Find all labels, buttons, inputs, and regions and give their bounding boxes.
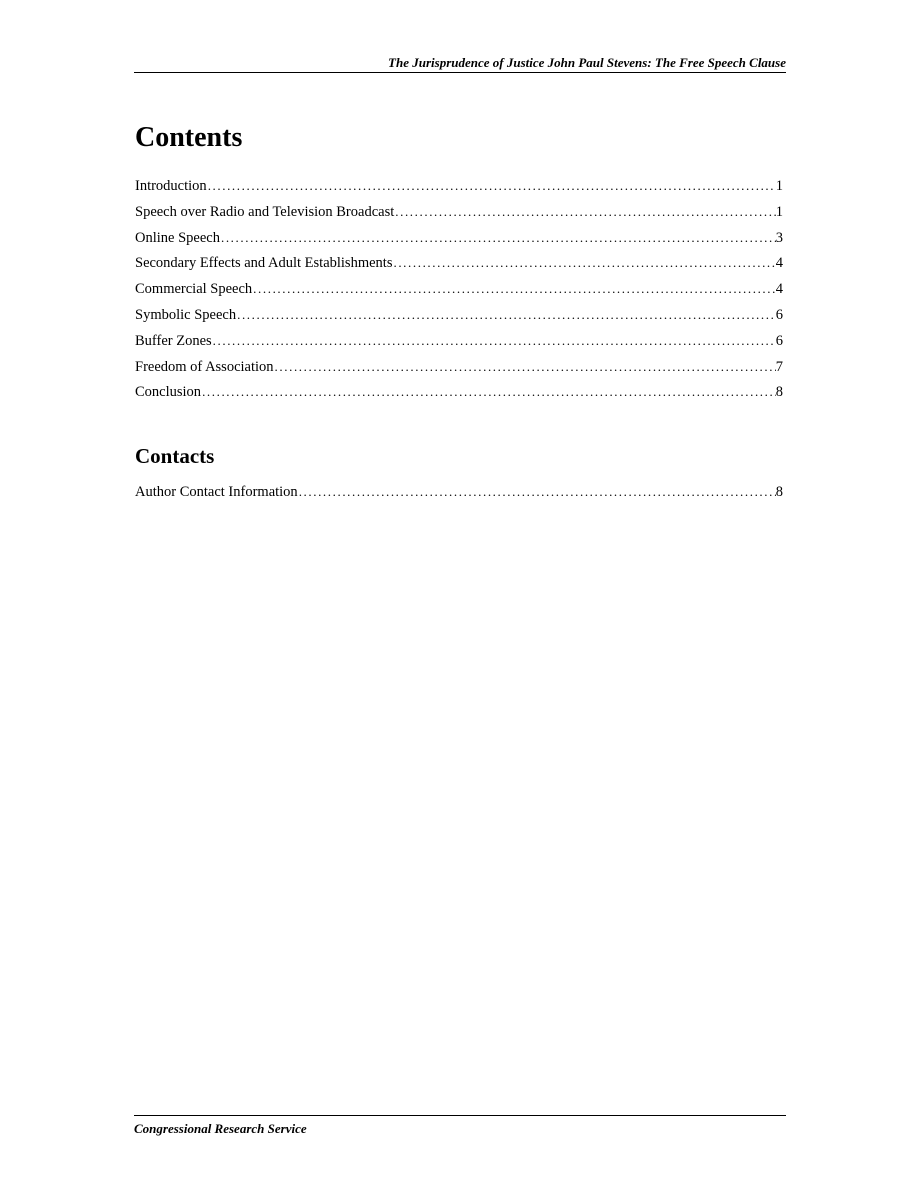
dot-leader: [207, 175, 776, 197]
contents-heading: Contents: [135, 122, 243, 153]
toc-entry-title: Online Speech: [135, 229, 220, 246]
toc-entry-page: 4: [775, 255, 783, 272]
toc-entry-page: 8: [775, 484, 783, 500]
toc-entry-commercial-speech[interactable]: [135, 278, 783, 304]
toc-entry-page: 1: [775, 203, 783, 220]
toc-entry-title: Conclusion: [135, 384, 202, 401]
toc-entry-author-contact-information[interactable]: [135, 481, 783, 507]
dot-leader: [220, 227, 776, 249]
toc-entry-page: 4: [775, 281, 783, 298]
running-header: [134, 54, 786, 73]
toc-entry-title: Introduction: [135, 178, 207, 194]
dot-leader: [201, 381, 776, 403]
toc-entry-page: 7: [775, 358, 783, 375]
dot-leader: [298, 481, 776, 503]
dot-leader: [212, 330, 776, 352]
running-header-title: The Jurisprudence of Justice John Paul Stevens: The Free Speech Clause: [388, 55, 786, 70]
toc-entry-introduction[interactable]: [135, 175, 783, 201]
toc-entry-title: Commercial Speech: [135, 281, 253, 298]
toc-entry-page: 8: [775, 384, 783, 401]
dot-leader: [236, 304, 776, 326]
dot-leader: [252, 278, 776, 300]
toc-entry-title: Author Contact Information: [135, 484, 298, 500]
toc-entry-page: 6: [775, 306, 783, 323]
toc-entry-title: Freedom of Association: [135, 358, 274, 375]
dot-leader: [394, 201, 776, 223]
toc-entry-symbolic-speech[interactable]: [135, 304, 783, 330]
toc-entry-title: Secondary Effects and Adult Establishments: [135, 255, 393, 272]
toc-entry-conclusion[interactable]: [135, 381, 783, 407]
toc-entry-title: Buffer Zones: [135, 332, 212, 349]
toc-entry-secondary-effects-and-adult-establishments[interactable]: [135, 252, 783, 278]
dot-leader: [274, 356, 776, 378]
toc-entry-page: 3: [775, 229, 783, 246]
toc-entry-page: 6: [775, 332, 783, 349]
toc-entry-speech-over-radio-and-television-broadcast[interactable]: [135, 201, 783, 227]
toc-entry-page: 1: [775, 178, 783, 194]
contents-list: [135, 175, 783, 407]
toc-entry-freedom-of-association[interactable]: [135, 356, 783, 382]
toc-entry-title: Speech over Radio and Television Broadcast: [135, 203, 395, 220]
toc-entry-online-speech[interactable]: [135, 227, 783, 253]
toc-entry-title: Symbolic Speech: [135, 306, 237, 323]
dot-leader: [392, 252, 775, 274]
contacts-list: [135, 481, 783, 507]
toc-entry-buffer-zones[interactable]: [135, 330, 783, 356]
contacts-heading: Contacts: [135, 444, 215, 468]
running-footer: [134, 1115, 786, 1137]
footer-publisher: Congressional Research Service: [134, 1121, 307, 1136]
